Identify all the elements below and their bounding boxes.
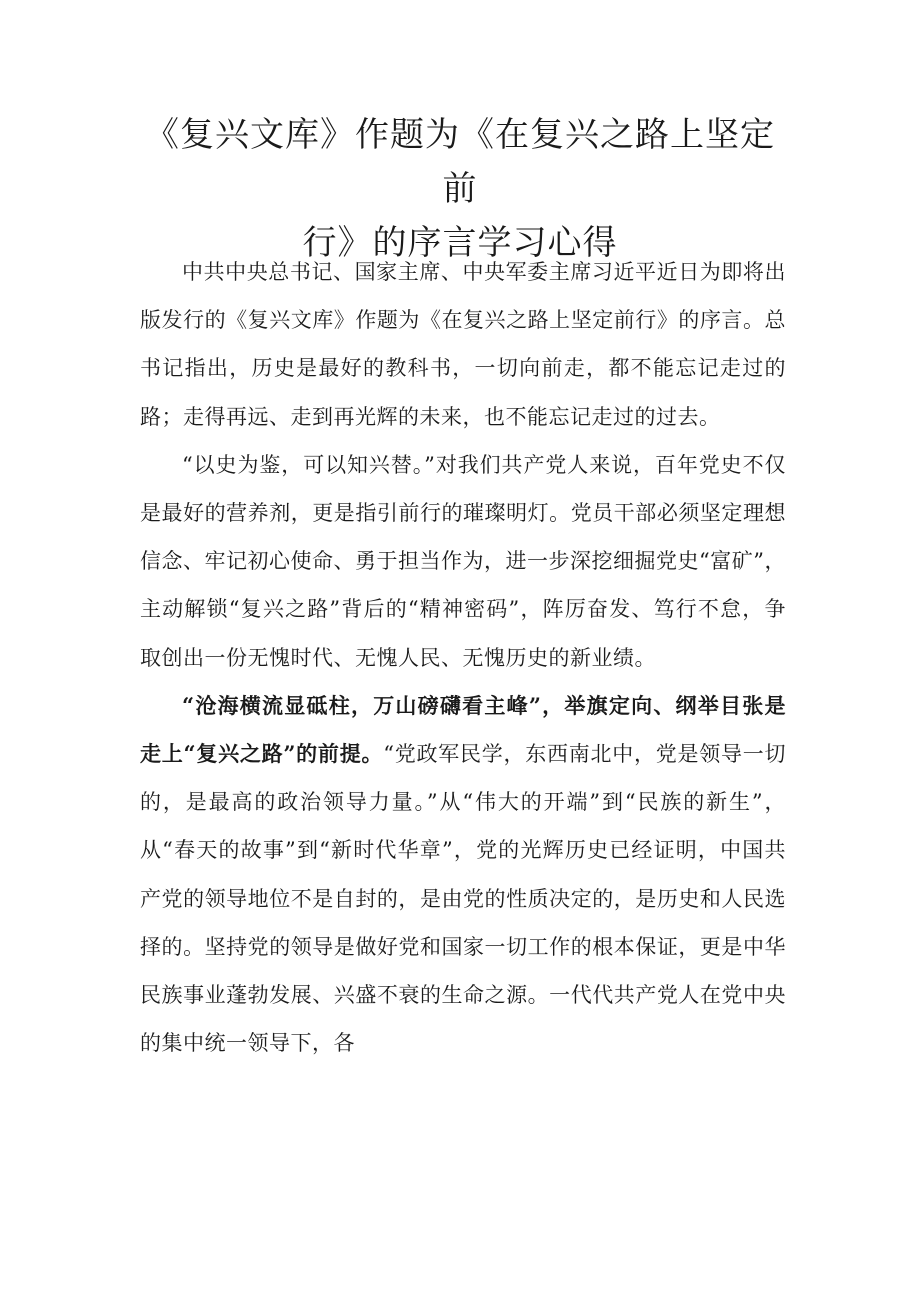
paragraph-3 (140, 682, 786, 1068)
paragraph-3-text: “党政军民学，东西南北中，党是领导一切的，是最高的政治领导力量。”从“伟大的开端”到“民族的新生”，从“春天的故事”到“新时代华章”，党的光辉历史已经证明，中国共产党的领导地位不是自封的，是由党的性质决定的，是历史和人民选择的。坚持党的领导是做好党和国家一切工作的根本保证，更是中华民族事业蓬勃发展、兴盛不衰的生命之源。一代代共产党人在党中央的集中统一领导下，各 (140, 742, 786, 1056)
paragraph-3-lead: “沧海横流显砥柱，万山磅礴看主峰”，举旗定向、纲举目张是走上“复兴之路”的前提。 (140, 692, 786, 767)
document-body (140, 248, 786, 1067)
document-title (140, 108, 780, 270)
title-line-1: 《复兴文库》作题为《在复兴之路上坚定前 (145, 115, 775, 209)
paragraph-2 (140, 441, 786, 682)
paragraph-1-text: 中共中央总书记、国家主席、中央军委主席习近平近日为即将出版发行的《复兴文库》作题为《在复兴之路上坚定前行》的序言。总书记指出，历史是最好的教科书，一切向前走，都不能忘记走过的路；走得再远、走到再光辉的未来，也不能忘记走过的过去。 (140, 260, 786, 429)
paragraph-1 (140, 248, 786, 441)
title-line-2: 行》的序言学习心得 (302, 223, 618, 263)
paragraph-2-text: “以史为鉴，可以知兴替。”对我们共产党人来说，百年党史不仅是最好的营养剂，更是指引前行的璀璨明灯。党员干部必须坚定理想信念、牢记初心使命、勇于担当作为，进一步深挖细掘党史“富矿”，主动解锁“复兴之路”背后的“精神密码”，阵厉奋发、笃行不怠，争取创出一份无愧时代、无愧人民、无愧历史的新业绩。 (140, 452, 786, 670)
